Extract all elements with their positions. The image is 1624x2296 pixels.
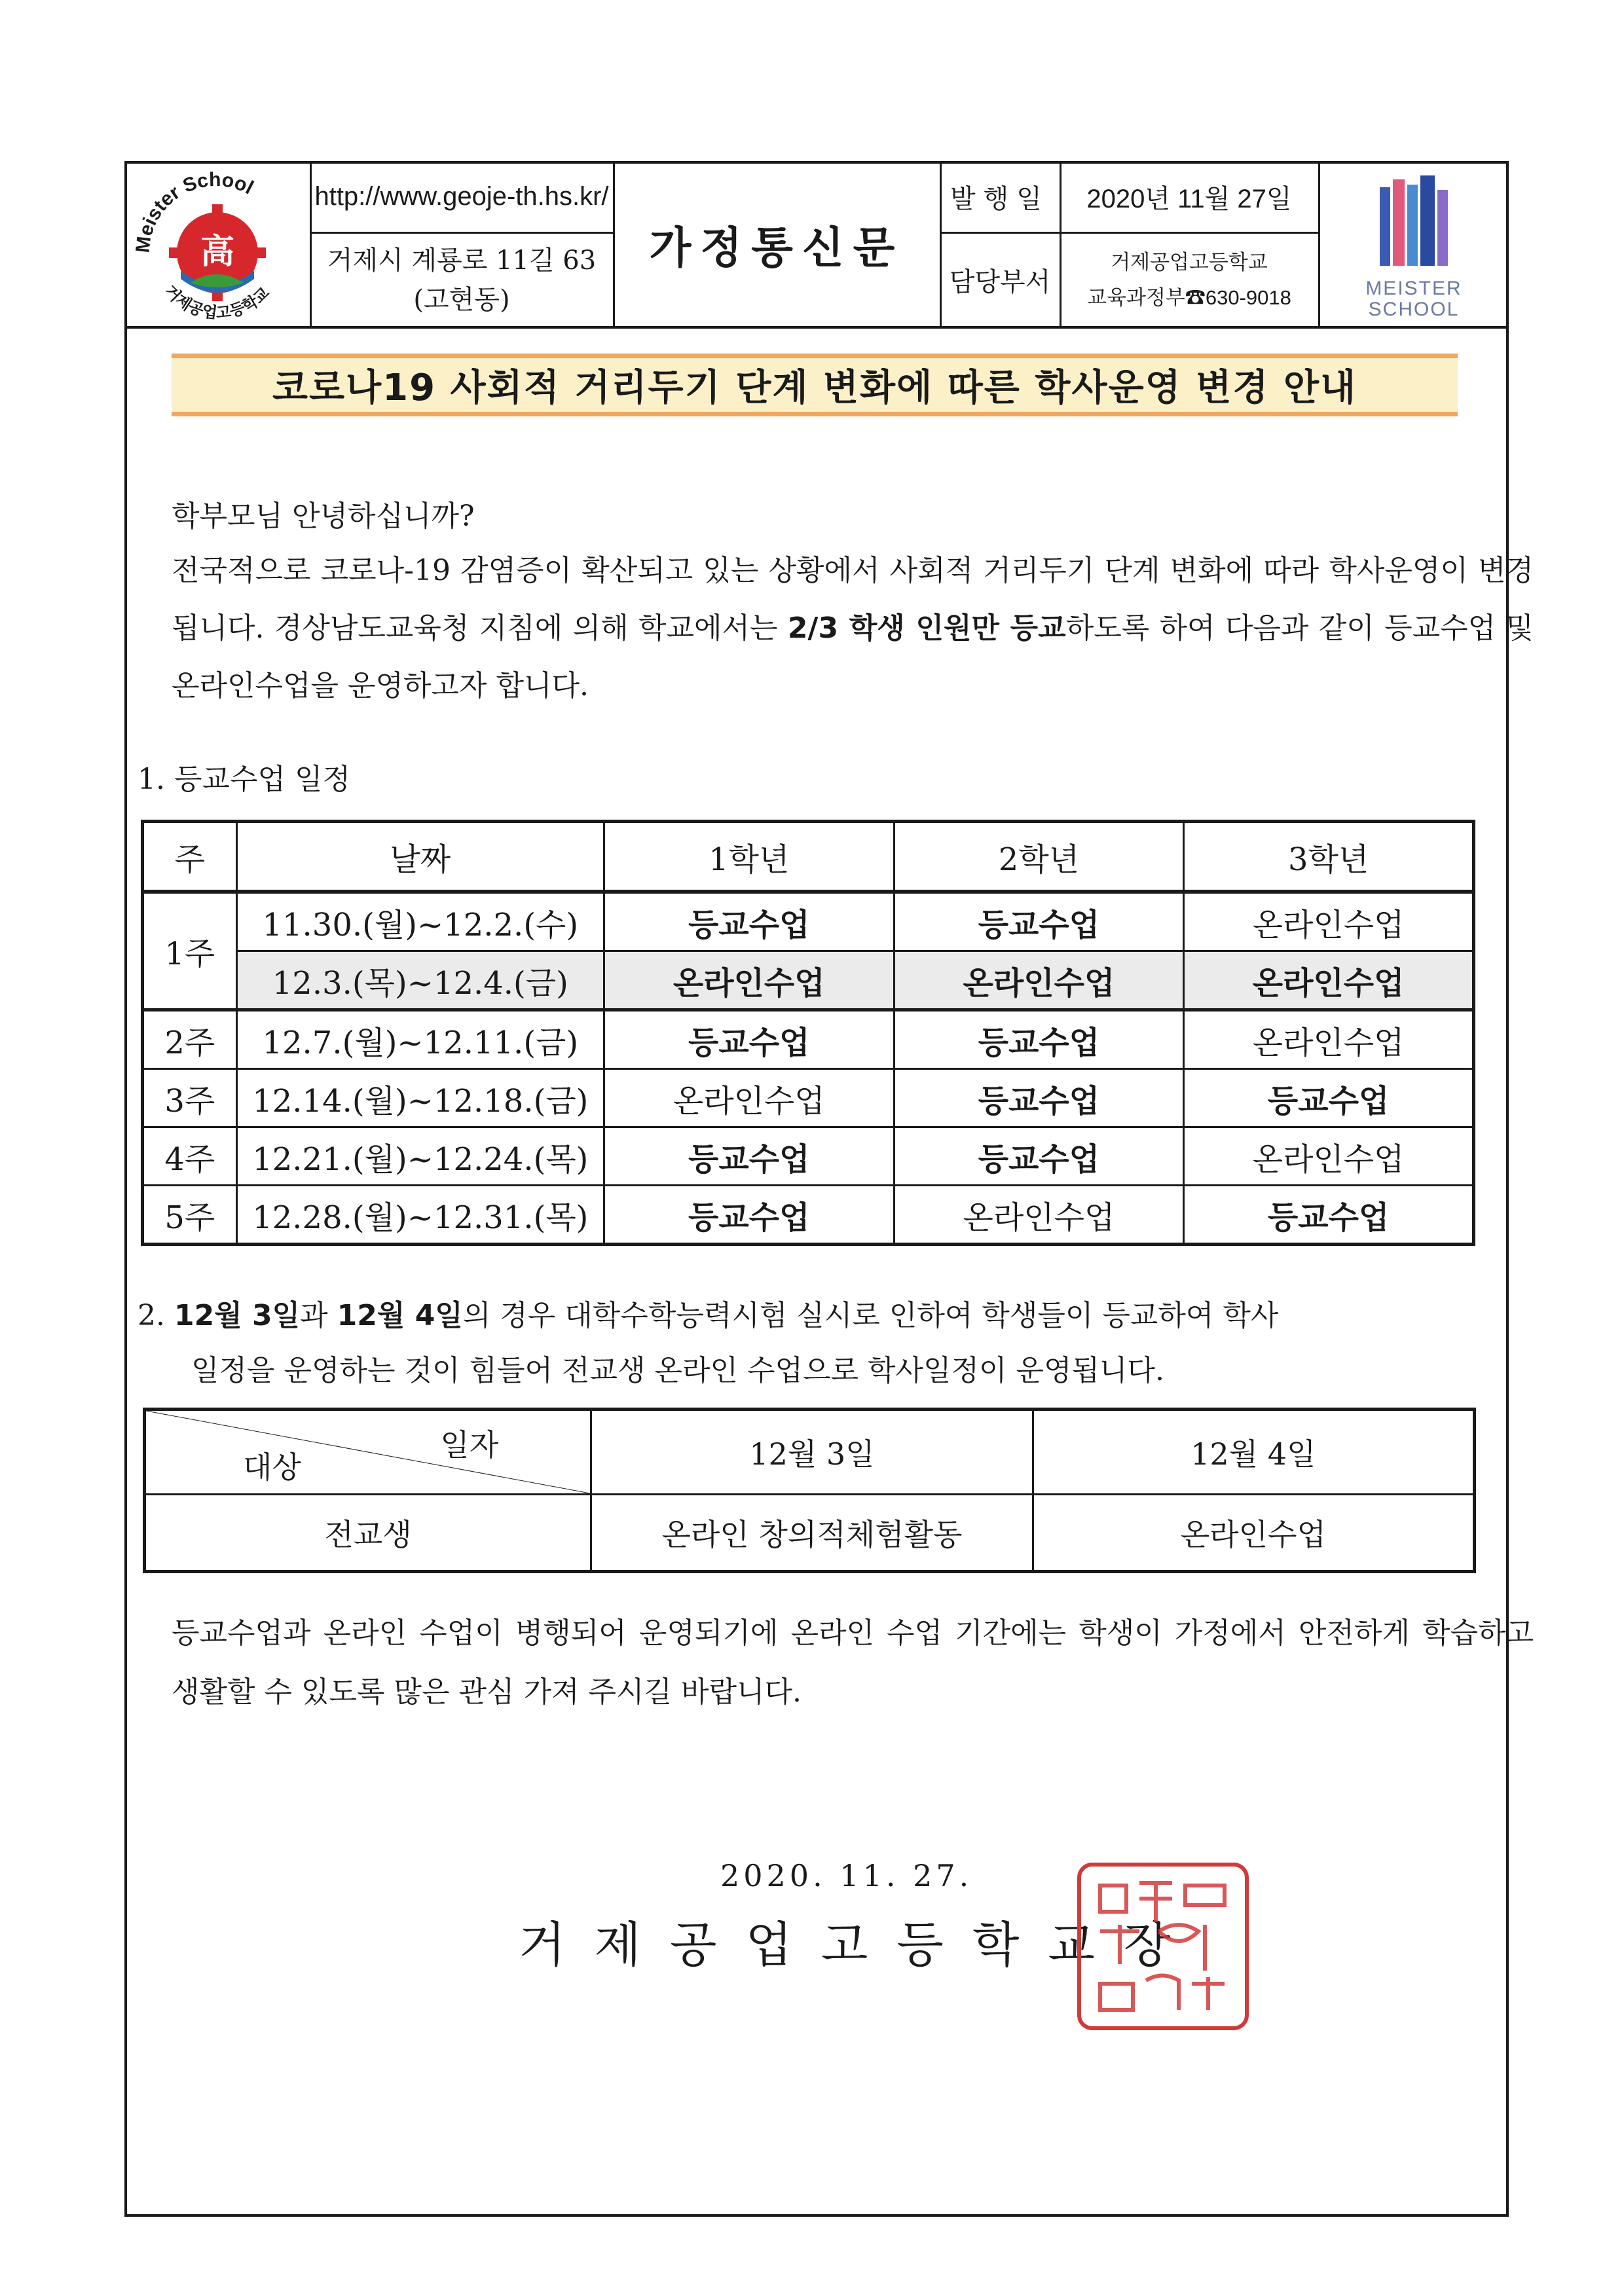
- grade-cell: 등교수업: [604, 1010, 894, 1069]
- section-2-line-2: 일정을 운영하는 것이 힘들어 전교생 온라인 수업으로 학사일정이 운영됩니다.: [191, 1354, 1165, 1387]
- exam-day-table: [143, 1408, 1476, 1573]
- grade-cell: 등교수업: [1184, 1186, 1474, 1245]
- section-2-conj: 과: [300, 1299, 337, 1332]
- grade-cell: 등교수업: [894, 1127, 1184, 1186]
- row-label: 전교생: [145, 1495, 591, 1572]
- table-header-row: [143, 822, 1474, 892]
- corner-label-target: 대상: [243, 1449, 301, 1485]
- section-2-text: 의 경우 대학수학능력시험 실시로 인하여 학생들이 등교하여 학사: [462, 1299, 1279, 1332]
- grade-cell: 온라인수업: [604, 1069, 894, 1127]
- svg-text:Meister School: Meister School: [132, 168, 257, 254]
- school-logo: [124, 161, 311, 326]
- header-grade-1: 1학년: [604, 822, 894, 892]
- table-row: [145, 1495, 1475, 1572]
- header-dec-3: 12월 3일: [591, 1410, 1033, 1495]
- department-name: 거제공업고등학교: [1111, 250, 1268, 274]
- svg-text:高: 高: [200, 232, 235, 272]
- grade-cell: 온라인수업: [894, 951, 1184, 1010]
- table-row: [143, 951, 1474, 1010]
- table-header-row: [145, 1410, 1475, 1495]
- section-1-title: 1. 등교수업 일정: [138, 763, 350, 796]
- table-row: [143, 892, 1474, 951]
- address-line-1: 거제시 계룡로 11길 63: [327, 245, 597, 276]
- week-cell: 5주: [143, 1186, 237, 1245]
- week-cell: 2주: [143, 1010, 237, 1069]
- intro-text-end: 하도록 하여 다음과 같이 등교수업 및 온라인수업을 운영하고자 합니다.: [172, 611, 1534, 702]
- intro-paragraph: [138, 542, 1534, 715]
- notice-banner: [172, 354, 1458, 416]
- week-cell: 1주: [143, 892, 237, 1010]
- grade-cell: 온라인수업: [1184, 951, 1474, 1010]
- date-cell: 12.3.(목)~12.4.(금): [236, 951, 604, 1010]
- diagonal-header-cell: [145, 1410, 591, 1495]
- table-row: [143, 1186, 1474, 1245]
- table-row: [143, 1127, 1474, 1186]
- school-url: http://www.geoje-th.hs.kr/: [314, 181, 609, 211]
- schedule-table: [141, 820, 1475, 1246]
- header-date: 날짜: [236, 822, 604, 892]
- intro-text: 전국적으로 코로나-19 감염증이 확산되고 있는 상황에서 사회적 거리두기 단계 변화에 따라 학사운영이 변경됩니다. 경상남도교육청 지침에 의해 학교에서는: [172, 554, 1534, 645]
- grade-cell: 온라인수업: [1184, 892, 1474, 951]
- week-cell: 4주: [143, 1127, 237, 1186]
- svg-text:MEISTER: MEISTER: [1365, 278, 1462, 299]
- department-value: [1061, 234, 1318, 326]
- grade-cell: 등교수업: [604, 892, 894, 951]
- closing-paragraph: 등교수업과 온라인 수업이 병행되어 운영되기에 온라인 수업 기간에는 학생이 가정에서 안전하게 학습하고 생활할 수 있도록 많은 관심 가져 주시길 바랍니다.: [172, 1616, 1534, 1709]
- corner-label-date: 일자: [440, 1427, 499, 1463]
- meister-school-logo: [1320, 161, 1509, 326]
- page-title: 가정통신문: [649, 222, 904, 273]
- header-grade-2: 2학년: [894, 822, 1184, 892]
- grade-cell: 온라인수업: [1184, 1127, 1474, 1186]
- official-seal-icon: [1074, 1859, 1252, 2033]
- issue-date-label: 발행일: [950, 183, 1050, 214]
- greeting: 학부모님 안녕하십니까?: [172, 500, 475, 533]
- notice-title: 코로나19 사회적 거리두기 단계 변화에 따른 학사운영 변경 안내: [272, 367, 1357, 409]
- date-cell: 12.7.(월)~12.11.(금): [236, 1010, 604, 1069]
- issue-date-value: 2020년 11월 27일: [1086, 184, 1292, 213]
- grade-cell: 온라인수업: [1184, 1010, 1474, 1069]
- issue-date-footer: 2020. 11. 27.: [720, 1858, 973, 1893]
- intro-emphasis: 2/3 학생 인원만 등교: [787, 611, 1066, 645]
- header-dec-4: 12월 4일: [1033, 1410, 1474, 1495]
- grade-cell: 온라인수업: [894, 1186, 1184, 1245]
- table-row: [143, 1010, 1474, 1069]
- date-emphasis-1: 12월 3일: [174, 1299, 301, 1332]
- grade-cell: 등교수업: [894, 892, 1184, 951]
- section-2-number: 2.: [138, 1299, 174, 1332]
- document-header: [124, 161, 1509, 329]
- date-emphasis-2: 12월 4일: [337, 1299, 463, 1332]
- date-cell: 12.28.(월)~12.31.(목): [236, 1186, 604, 1245]
- date-cell: 11.30.(월)~12.2.(수): [236, 892, 604, 951]
- date-cell: 12.14.(월)~12.18.(금): [236, 1069, 604, 1127]
- address-line-2: (고현동): [413, 284, 510, 315]
- department-label: 담당부서: [949, 267, 1051, 297]
- department-phone: 교육과정부☎630-9018: [1087, 285, 1291, 309]
- table-row: [143, 1069, 1474, 1127]
- date-cell: 12.21.(월)~12.24.(목): [236, 1127, 604, 1186]
- activity-cell: 온라인 창의적체험활동: [591, 1495, 1033, 1572]
- grade-cell: 등교수업: [604, 1127, 894, 1186]
- school-principal: 거제공업고등학교장: [519, 1917, 1200, 1973]
- grade-cell: 등교수업: [604, 1186, 894, 1245]
- section-2: [138, 1288, 1500, 1398]
- header-week: 주: [143, 822, 237, 892]
- grade-cell: 등교수업: [894, 1069, 1184, 1127]
- svg-text:거제공업고등학교: 거제공업고등학교: [160, 282, 274, 323]
- grade-cell: 온라인수업: [604, 951, 894, 1010]
- school-address: [311, 234, 612, 326]
- week-cell: 3주: [143, 1069, 237, 1127]
- header-grade-3: 3학년: [1184, 822, 1474, 892]
- grade-cell: 등교수업: [1184, 1069, 1474, 1127]
- grade-cell: 등교수업: [894, 1010, 1184, 1069]
- svg-text:SCHOOL: SCHOOL: [1368, 299, 1460, 320]
- activity-cell: 온라인수업: [1033, 1495, 1474, 1572]
- section-2-line-1: [138, 1288, 1500, 1343]
